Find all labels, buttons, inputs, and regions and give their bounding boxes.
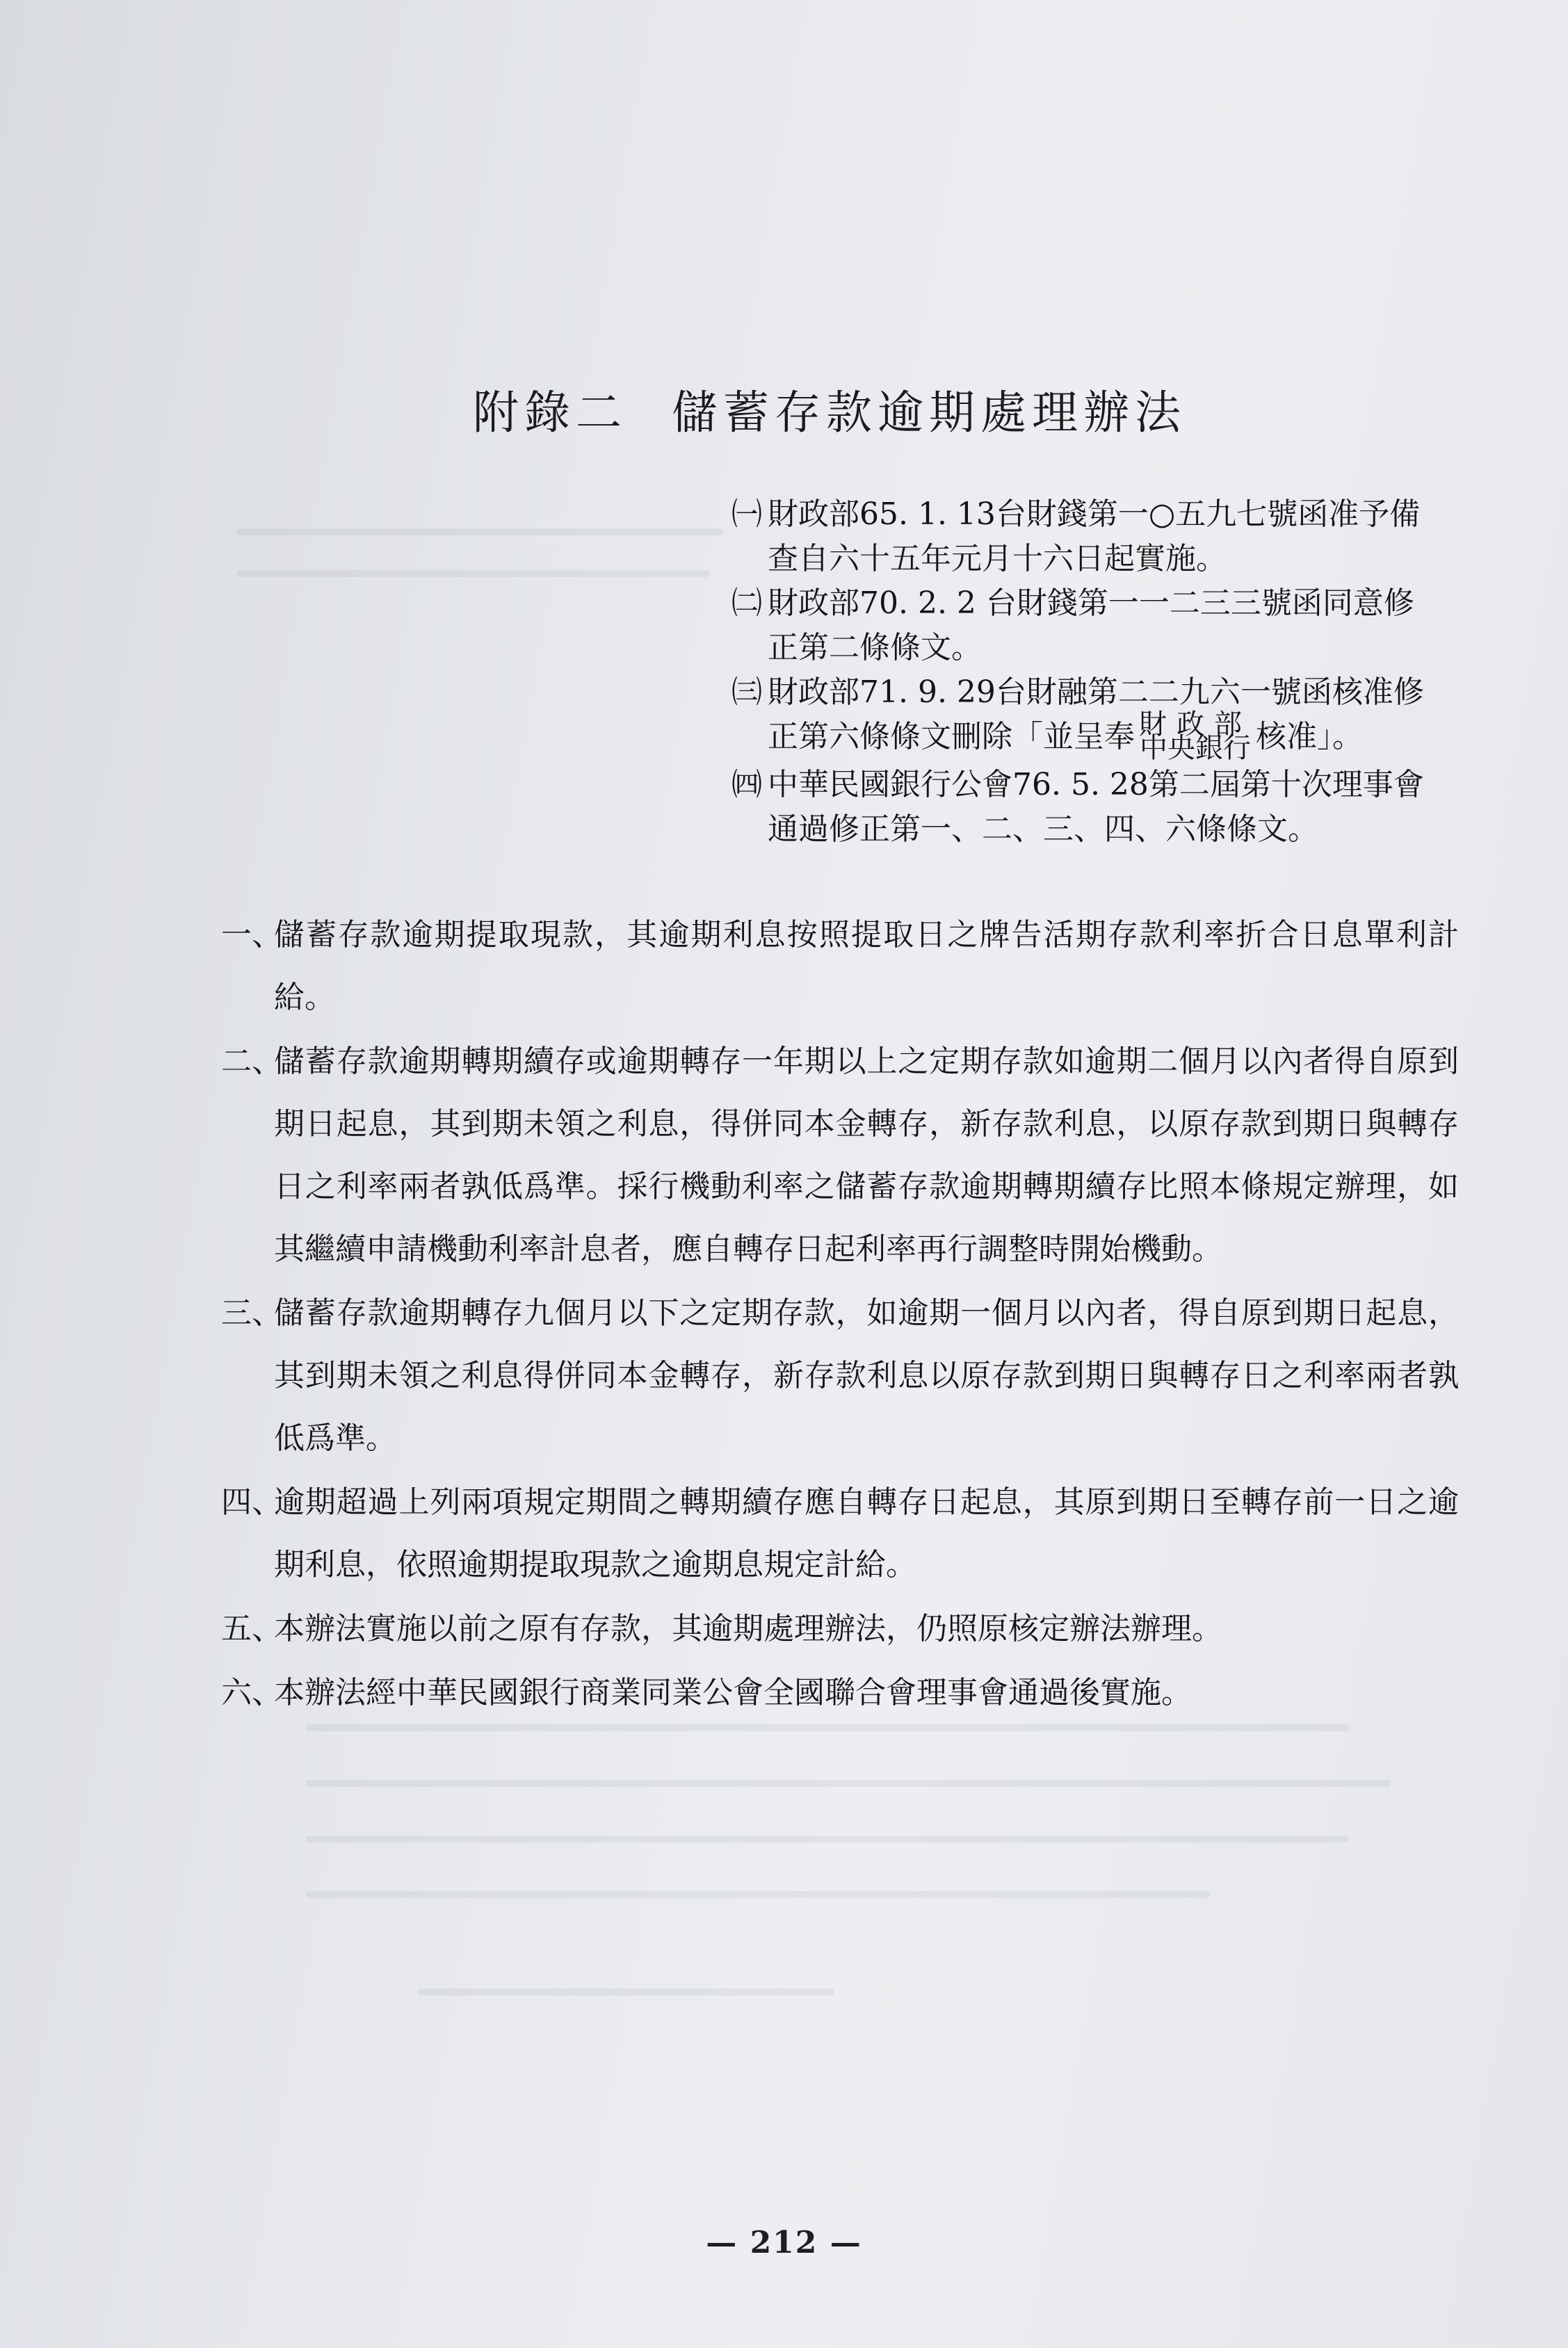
article-number: 二、: [221, 1044, 282, 1079]
article-text: 儲蓄存款逾期轉存九個月以下之定期存款，如逾期一個月以內者，得自原到期日起息，其到期未領之利息得併同本金轉存，新存款利息以原存款到期日與轉存日之利率兩者孰低爲準。: [274, 1295, 1459, 1456]
history-line: 正第二條條文。: [768, 630, 982, 665]
bleed-through-mark: [236, 528, 723, 535]
article-text: 逾期超過上列兩項規定期間之轉期續存應自轉存日起息，其原到期日至轉存前一日之逾期利息，依照逾期提取現款之逾期息規定計給。: [274, 1484, 1459, 1582]
history-entry: [732, 763, 1469, 852]
article-text: 儲蓄存款逾期提取現款，其逾期利息按照提取日之牌告活期存款利率折合日息單利計給。: [274, 917, 1459, 1015]
history-line: 財政部65. 1. 13台財錢第一○五九七號函准予備: [768, 496, 1421, 532]
bleed-through-mark: [306, 1891, 1210, 1898]
history-line: 中華民國銀行公會76. 5. 28第二屆第十次理事會: [768, 766, 1424, 802]
bleed-through-mark: [306, 1780, 1391, 1787]
history-marker: ㈢: [732, 674, 762, 710]
article-item: [221, 1282, 1459, 1470]
bleed-through-mark: [417, 1989, 834, 1995]
article-text: 本辦法經中華民國銀行商業同業公會全國聯合會理事會通過後實施。: [274, 1675, 1192, 1710]
stack-bottom: 中央銀行: [1140, 731, 1251, 764]
history-entry: [732, 581, 1469, 670]
history-line: 財政部70. 2. 2 台財錢第一一二三三號函同意修: [768, 585, 1414, 621]
article-number: 六、: [221, 1675, 282, 1710]
history-line-with-stack: [768, 708, 1469, 764]
history-line-suffix: 核准」。: [1256, 719, 1363, 754]
history-line: 財政部71. 9. 29台財融第二二九六一號函核准修: [768, 674, 1424, 710]
bleed-through-mark: [306, 1836, 1349, 1843]
page-title: [473, 375, 1186, 442]
amendment-history: [732, 492, 1469, 852]
article-text: 儲蓄存款逾期轉期續存或逾期轉存一年期以上之定期存款如逾期二個月以內者得自原到期日起息，其到期未領之利息，得併同本金轉存，新存款利息，以原存款到期日與轉存日之利率兩者孰低爲準。採行機動利率之儲蓄存款逾期轉期續存比照本條規定辦理，如其繼續申請機動利率計息者，應自轉存日起利率再行調整時開始機動。: [274, 1044, 1459, 1267]
history-line-prefix: 正第六條條文刪除「並呈奉: [768, 719, 1135, 754]
history-marker: ㈡: [732, 585, 762, 621]
article-list: [221, 904, 1459, 1726]
history-entry: [732, 670, 1469, 763]
article-number: 五、: [221, 1611, 282, 1646]
title-text: 儲蓄存款逾期處理辦法: [672, 386, 1186, 439]
article-number: 一、: [221, 917, 282, 953]
history-entry: [732, 492, 1469, 581]
bleed-through-mark: [236, 570, 709, 577]
appendix-label: 附錄二: [473, 386, 627, 439]
article-item: [221, 1598, 1459, 1660]
history-marker: ㈠: [732, 496, 762, 532]
history-marker: ㈣: [732, 766, 762, 802]
article-item: [221, 1662, 1459, 1724]
article-item: [221, 904, 1459, 1029]
page-number: — 212 —: [706, 2225, 862, 2260]
history-line: 通過修正第一、二、三、四、六條條文。: [768, 811, 1318, 847]
article-item: [221, 1030, 1459, 1281]
article-number: 四、: [221, 1484, 282, 1520]
stack-top: 財政部: [1139, 708, 1252, 740]
stacked-authorities: [1139, 708, 1252, 764]
article-text: 本辦法實施以前之原有存款，其逾期處理辦法，仍照原核定辦法辦理。: [274, 1611, 1222, 1646]
article-item: [221, 1471, 1459, 1596]
history-line: 查自六十五年元月十六日起實施。: [768, 541, 1227, 576]
article-number: 三、: [221, 1295, 282, 1331]
